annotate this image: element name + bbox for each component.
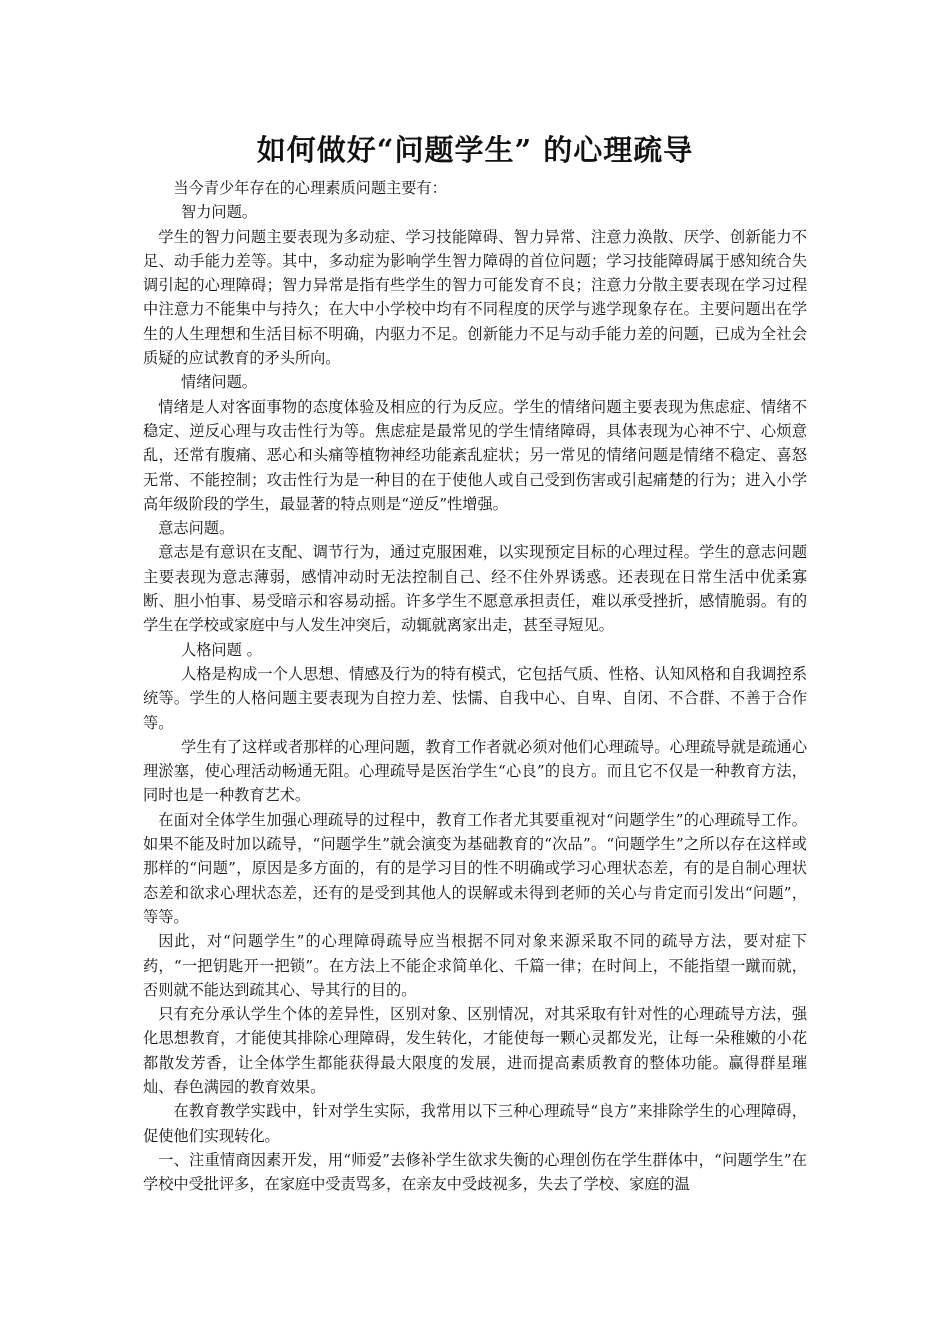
heading-intelligence: 智力问题。 [181, 203, 257, 222]
paragraph-problem-students: 在面对全体学生加强心理疏导的过程中，教育工作者尤其要重视对“问题学生”的心理疏导工作。如果不能及时加以疏导，“问题学生”就会演变为基础教育的“次品”。“问题学生”之所以存在这样或那样的“问题”，原因是多方面的，有的是学习目的性不明确或学习心理状态差，有的是自制心理状态差和欲求心理状态差，还有的是受到其他人的误解或未得到老师的关心与肯定而引发出“问题”，等等。 [143, 810, 807, 926]
heading-will: 意志问题。 [158, 519, 235, 538]
paragraph-individual-differences: 只有充分承认学生个体的差异性，区别对象、区别情况，对其采取有针对性的心理疏导方法，强化思想教育，才能使其排除心理障碍，发生转化，才能使每一颗心灵都发光，让每一朵稚嫩的小花都散发芳香，让全体学生都能获得最大限度的发展，进而提高素质教育的整体功能。赢得群星璀灿、春色满园的教育效果。 [143, 1005, 807, 1096]
paragraph-intelligence: 学生的智力问题主要表现为多动症、学习技能障碍、智力异常、注意力涣散、厌学、创新能力不足、动手能力差等。其中，多动症为影响学生智力障碍的首位问题；学习技能障碍属于感知统合失调引起的心理障碍；智力异常是指有些学生的智力可能发育不良；注意力分散主要表现在学习过程中注意力不能集中与持久；在大中小学校中均有不同程度的厌学与逃学现象存在。主要问题出在学生的人生理想和生活目标不明确，内驱力不足。创新能力不足与动手能力差的问题，已成为全社会质疑的应试教育的矛头所向。 [143, 227, 807, 368]
paragraph-practice: 在教育教学实践中，针对学生实际，我常用以下三种心理疏导“良方”来排除学生的心理障碍，促使他们实现转化。 [143, 1102, 807, 1145]
heading-personality: 人格问题 。 [181, 640, 262, 659]
paragraph-psychological-guidance: 学生有了这样或者那样的心理问题，教育工作者就必须对他们心理疏导。心理疏导就是疏通心理淤塞，使心理活动畅通无阻。心理疏导是医治学生“心良”的良方。而且它不仅是一种教育方法，同时也是一种教育艺术。 [143, 737, 807, 805]
paragraph-personality: 人格是构成一个人思想、情感及行为的特有模式，它包括气质、性格、认知风格和自我调控系统等。学生的人格问题主要表现为自控力差、怯懦、自我中心、自卑、自闭、不合群、不善于合作等。 [143, 664, 807, 732]
paragraph-method-one: 一、注重情商因素开发，用“师爱”去修补学生欲求失衡的心理创伤在学生群体中，“问题学生”在学校中受批评多，在家庭中受责骂多，在亲友中受歧视多，失去了学校、家庭的温 [143, 1150, 807, 1194]
document-body [143, 176, 807, 1196]
document-title: 如何做好“问题学生” 的心理疏导 [256, 133, 694, 167]
paragraph-intro: 当今青少年存在的心理素质问题主要有： [173, 179, 447, 197]
paragraph-will: 意志是有意识在支配、调节行为，通过克服困难，以实现预定目标的心理过程。学生的意志问题主要表现为意志薄弱，感情冲动时无法控制自己、经不住外界诱惑。还表现在日常生活中优柔寡断、胆小怕事、易受暗示和容易动摇。许多学生不愿意承担责任，难以承受挫折，感情脆弱。有的学生在学校或家庭中与人发生冲突后，动辄就离家出走，甚至寻短见。 [143, 543, 807, 635]
paragraph-therefore: 因此，对“问题学生”的心理障碍疏导应当根据不同对象来源采取不同的疏导方法，要对症下药，“一把钥匙开一把锁”。在方法上不能企求简单化、千篇一律；在时间上，不能指望一蹴而就，否则就不能达到疏其心、导其行的目的。 [143, 932, 807, 999]
paragraph-emotion: 情绪是人对客面事物的态度体验及相应的行为反应。学生的情绪问题主要表现为焦虑症、情绪不稳定、逆反心理与攻击性行为等。焦虑症是最常见的学生情绪障碍，具体表现为心神不宁、心烦意乱，还常有腹痛、恶心和头痛等植物神经功能紊乱症状；另一常见的情绪问题是情绪不稳定、喜怒无常、不能控制；攻击性行为是一种目的在于使他人或自己受到伤害或引起痛楚的行为；进入小学高年级阶段的学生，最显著的特点则是“逆反”性增强。 [143, 397, 807, 513]
heading-emotion: 情绪问题。 [181, 373, 257, 392]
